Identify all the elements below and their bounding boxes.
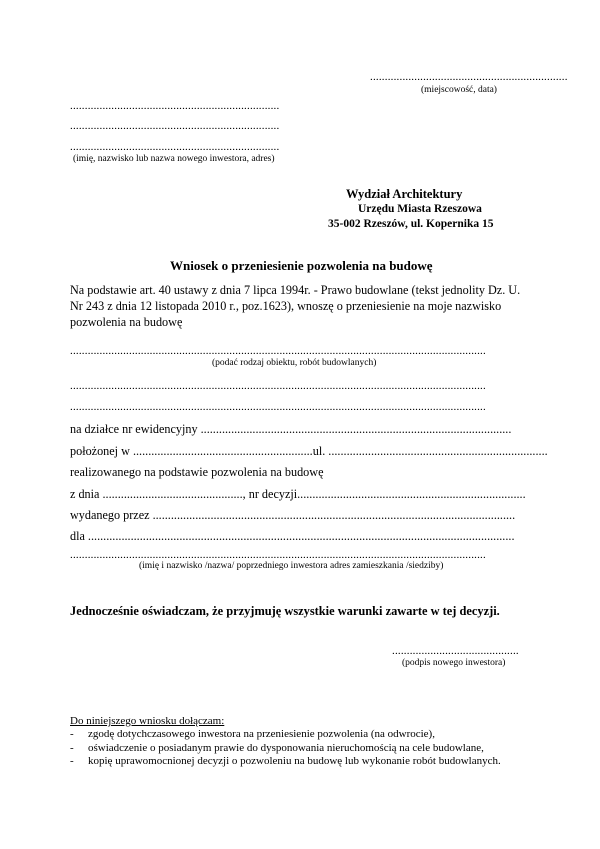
attachment-item [70, 728, 435, 740]
attachment-bullet: - [70, 728, 74, 740]
based-on-label: realizowanego na podstawie pozwolenia na budowę [70, 465, 324, 479]
recipient-line-3: 35-002 Rzeszów, ul. Kopernika 15 [328, 218, 494, 230]
attachment-text: zgodę dotychczasowego inwestora na przeniesienie pozwolenia (na odwrocie), [88, 728, 435, 740]
date-decision-field[interactable]: z dnia .............................................., nr decyzji........................................................................... [70, 487, 526, 501]
plot-number-field[interactable]: na działce nr ewidencyjny ...................................................................................................... [70, 422, 512, 436]
investor-line-3[interactable]: ....................................................................... [70, 141, 280, 153]
location-field[interactable]: położonej w ...........................................................ul. ........................................................................ [70, 444, 548, 458]
signature-caption: (podpis nowego inwestora) [402, 658, 506, 668]
signature-line[interactable]: ........................................... [392, 645, 519, 657]
for-field[interactable]: dla ............................................................................................................................................ [70, 529, 515, 543]
attachment-text: oświadczenie o posiadanym prawie do dysponowania nieruchomością na cele budowlane, [88, 742, 484, 754]
issued-by-field[interactable]: wydanego przez ....................................................................................................................... [70, 508, 516, 522]
investor-line-1[interactable]: ....................................................................... [70, 100, 280, 112]
intro-line-3: pozwolenia na budowę [70, 315, 183, 329]
intro-line-2: Nr 243 z dnia 12 listopada 2010 r., poz.1623), wnoszę o przeniesienie na moje nazwisko [70, 299, 502, 313]
previous-investor-caption: (imię i nazwisko /nazwa/ poprzedniego inwestora adres zamieszkania /siedziby) [139, 561, 444, 571]
attachments-heading: Do niniejszego wniosku dołączam: [70, 715, 225, 727]
blank-field-1[interactable]: ............................................................................................................................................. [70, 380, 486, 392]
recipient-line-1: Wydział Architektury [346, 187, 463, 201]
attachment-bullet: - [70, 755, 74, 767]
object-caption: (podać rodzaj obiektu, robót budowlanych) [212, 358, 377, 368]
investor-caption: (imię, nazwisko lub nazwa nowego inwestora, adres) [73, 154, 275, 164]
attachment-bullet: - [70, 742, 74, 754]
document-title: Wniosek o przeniesienie pozwolenia na budowę [170, 258, 433, 273]
attachment-item [70, 742, 484, 754]
intro-line-1: Na podstawie art. 40 ustawy z dnia 7 lipca 1994r. - Prawo budowlane (tekst jednolity Dz. U. [70, 283, 521, 297]
place-date-caption: (miejscowość, data) [421, 85, 497, 95]
declaration: Jednocześnie oświadczam, że przyjmuję wszystkie warunki zawarte w tej decyzji. [70, 604, 500, 618]
investor-line-2[interactable]: ....................................................................... [70, 120, 280, 132]
attachment-item [70, 755, 501, 767]
object-field[interactable]: ............................................................................................................................................. [70, 345, 486, 357]
attachment-text: kopię uprawomocnionej decyzji o pozwoleniu na budowę lub wykonanie robót budowlanych. [88, 755, 501, 767]
place-date-line[interactable]: ................................................................... [370, 71, 568, 83]
blank-field-2[interactable]: ............................................................................................................................................. [70, 401, 486, 413]
recipient-line-2: Urzędu Miasta Rzeszowa [358, 203, 482, 215]
previous-investor-field[interactable]: ............................................................................................................................................. [70, 549, 486, 561]
